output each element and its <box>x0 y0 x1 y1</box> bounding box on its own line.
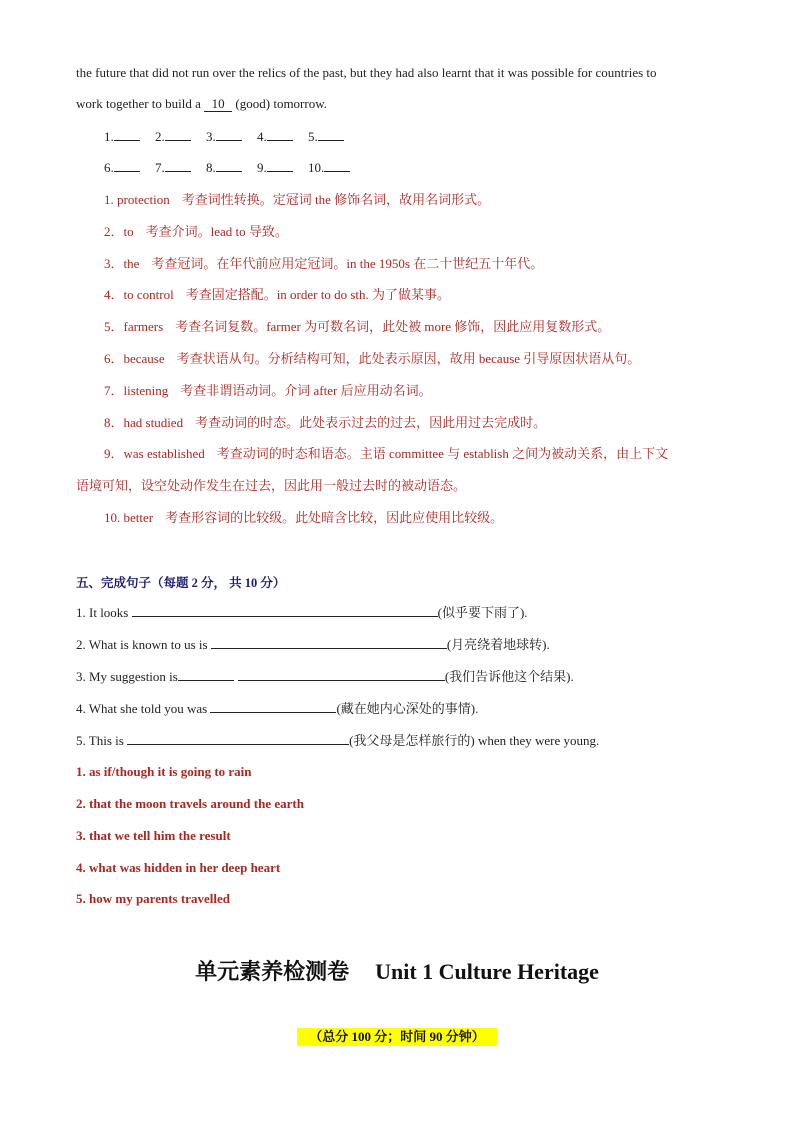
intro-blank-10: 10 <box>204 97 232 112</box>
blank-row-2 <box>104 159 362 177</box>
question-1: 1. It looks (似乎要下雨了). <box>76 605 528 620</box>
answer-4: 4．to control 考查固定搭配。in order to do sth. 为了做某事。 <box>104 287 451 302</box>
intro-line-2-post: (good) tomorrow. <box>235 96 328 111</box>
answer-blank[interactable] <box>132 604 438 617</box>
answer-blank[interactable] <box>127 732 349 745</box>
answer-blank[interactable] <box>211 636 447 649</box>
blank-item: 7. <box>155 159 191 177</box>
unit-title <box>0 955 794 986</box>
answer-3: 3．the 考查冠词。在年代前应用定冠词。in the 1950s 在二十世纪五十年代。 <box>104 256 544 271</box>
blank-item: 9. <box>257 159 293 177</box>
blank-item: 5. <box>308 128 344 146</box>
section-5-answer-4: 4. what was hidden in her deep heart <box>76 860 281 875</box>
answer-5: 5．farmers 考查名词复数。farmer 为可数名词，此处被 more 修饰，因此应用复数形式。 <box>104 319 611 334</box>
question-4: 4. What she told you was (藏在她内心深处的事情). <box>76 701 479 716</box>
question-3: 3. My suggestion is (我们告诉他这个结果). <box>76 669 574 684</box>
section-5-answer-1: 1. as if/though it is going to rain <box>76 764 252 779</box>
answer-10: 10. better 考查形容词的比较级。此处暗含比较，因此应使用比较级。 <box>104 510 504 525</box>
question-5: 5. This is (我父母是怎样旅行的) when they were young. <box>76 733 600 748</box>
section-5-answer-2: 2. that the moon travels around the earth <box>76 796 304 811</box>
answer-7: 7．listening 考查非谓语动词。介词 after 后应用动名词。 <box>104 383 432 398</box>
answer-2: 2．to 考查介词。lead to 导致。 <box>104 224 288 239</box>
intro-line-2 <box>76 95 327 113</box>
question-2: 2. What is known to us is (月亮绕着地球转). <box>76 637 550 652</box>
blank-item: 8. <box>206 159 242 177</box>
unit-title-cn: 单元素养检测卷 <box>195 959 350 984</box>
intro-line-1: the future that did not run over the relics of the past, but they had also learnt that it was possible for countries to <box>76 65 657 80</box>
answer-9: 9．was established 考查动词的时态和语态。主语 committee 与 establish 之间为被动关系，由上下文 <box>104 446 669 461</box>
answer-6: 6．because 考查状语从句。分析结构可知，此处表示原因，故用 because 引导原因状语从句。 <box>104 351 641 366</box>
blank-item: 10. <box>308 159 350 177</box>
answer-blank[interactable] <box>178 668 234 681</box>
blank-item: 2. <box>155 128 191 146</box>
blank-item: 4. <box>257 128 293 146</box>
blank-item: 3. <box>206 128 242 146</box>
section-5-heading: 五、完成句子（每题 2 分， 共 10 分） <box>76 576 286 590</box>
score-info-badge: （总分 100 分；时间 90 分钟） <box>297 1028 497 1046</box>
answer-blank[interactable] <box>238 668 445 681</box>
answer-blank[interactable] <box>210 700 336 713</box>
blank-item: 6. <box>104 159 140 177</box>
unit-title-en: Unit 1 Culture Heritage <box>375 959 599 984</box>
answer-8: 8．had studied 考查动词的时态。此处表示过去的过去，因此用过去完成时。 <box>104 415 547 430</box>
answer-9-continued: 语境可知，设空处动作发生在过去，因此用一般过去时的被动语态。 <box>76 478 467 493</box>
blank-row-1 <box>104 128 356 146</box>
section-5-answer-5: 5. how my parents travelled <box>76 891 230 906</box>
section-5-answer-3: 3. that we tell him the result <box>76 828 231 843</box>
answer-1: 1. protection 考查词性转换。定冠词 the 修饰名词，故用名词形式。 <box>104 192 491 207</box>
blank-item: 1. <box>104 128 140 146</box>
intro-line-2-pre: work together to build a <box>76 96 205 111</box>
